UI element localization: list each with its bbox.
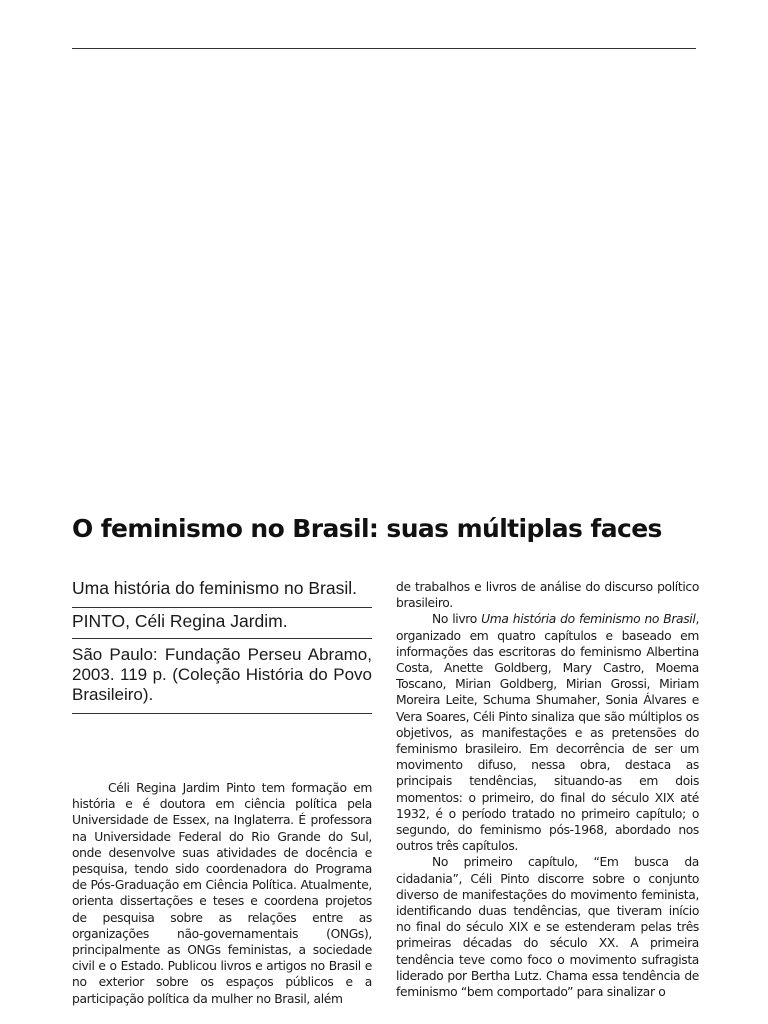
paragraph: No primeiro capítulo, “Em busca da cidadania”, Céli Pinto discorre sobre o conjunto diverso de manifestações do movimento feminista, identificando duas tendências, que tiveram início no final do século XIX e se estenderam pelas três primeiras décadas do século XX. A primeira tendência teve como foco o movimento sufragista liderado por Bertha Lutz. Chama essa tendência de feminismo “bem comportado” para sinalizar o — [396, 855, 699, 1000]
book-title-italic: Uma história do feminismo no Brasil — [481, 612, 696, 627]
text-span: , organizado em quatro capítulos e baseado em informações das escritoras do feminismo Albertina Costa, Anette Goldberg, Mary Castro, Moema Toscano, Mirian Goldberg, Mirian Grossi, Miriam Moreira Leite, Schuma Shumaher, Sonia Álvares e Vera Soares, Céli Pinto sinaliza que são múltiplos os objetivos, as manifestações e as pretensões do feminismo brasileiro. Em decorrência de ser um movimento difuso, nessa obra, destaca as principais tendências, situando-as em dois momentos: o primeiro, do final do século XIX até 1932, é o período tratado no primeiro capítulo; o segundo, do feminismo pós-1968, abordado nos outros três capítulos. — [396, 612, 699, 854]
left-column-text — [72, 780, 372, 1007]
paragraph — [396, 611, 699, 854]
article-title: O feminismo no Brasil: suas múltiplas faces — [72, 514, 662, 543]
book-title: Uma história do feminismo no Brasil. — [72, 578, 372, 608]
book-reference — [72, 578, 372, 714]
book-author: PINTO, Céli Regina Jardim. — [72, 608, 372, 639]
right-column-text — [396, 579, 699, 1000]
paragraph: de trabalhos e livros de análise do discurso político brasileiro. — [396, 580, 699, 611]
publication-info: São Paulo: Fundação Perseu Abramo, 2003. 119 p. (Coleção História do Povo Brasileiro). — [72, 639, 372, 714]
text-span: No livro — [432, 612, 482, 627]
paragraph: Céli Regina Jardim Pinto tem formação em história e é doutora em ciência política pela Universidade de Essex, na Inglaterra. É professora na Universidade Federal do Rio Grande do Sul, onde desenvolve suas atividades de docência e pesquisa, tendo sido coordenadora do Programa de Pós-Graduação em Ciência Política. Atualmente, orienta dissertações e teses e coordena projetos de pesquisa sobre as relações entre as organizações não-governamentais (ONGs), principalmente as ONGs feministas, a sociedade civil e o Estado. Publicou livros e artigos no Brasil e no exterior sobre os espaços públicos e a participação política da mulher no Brasil, além — [72, 781, 372, 1006]
top-rule — [72, 48, 696, 49]
